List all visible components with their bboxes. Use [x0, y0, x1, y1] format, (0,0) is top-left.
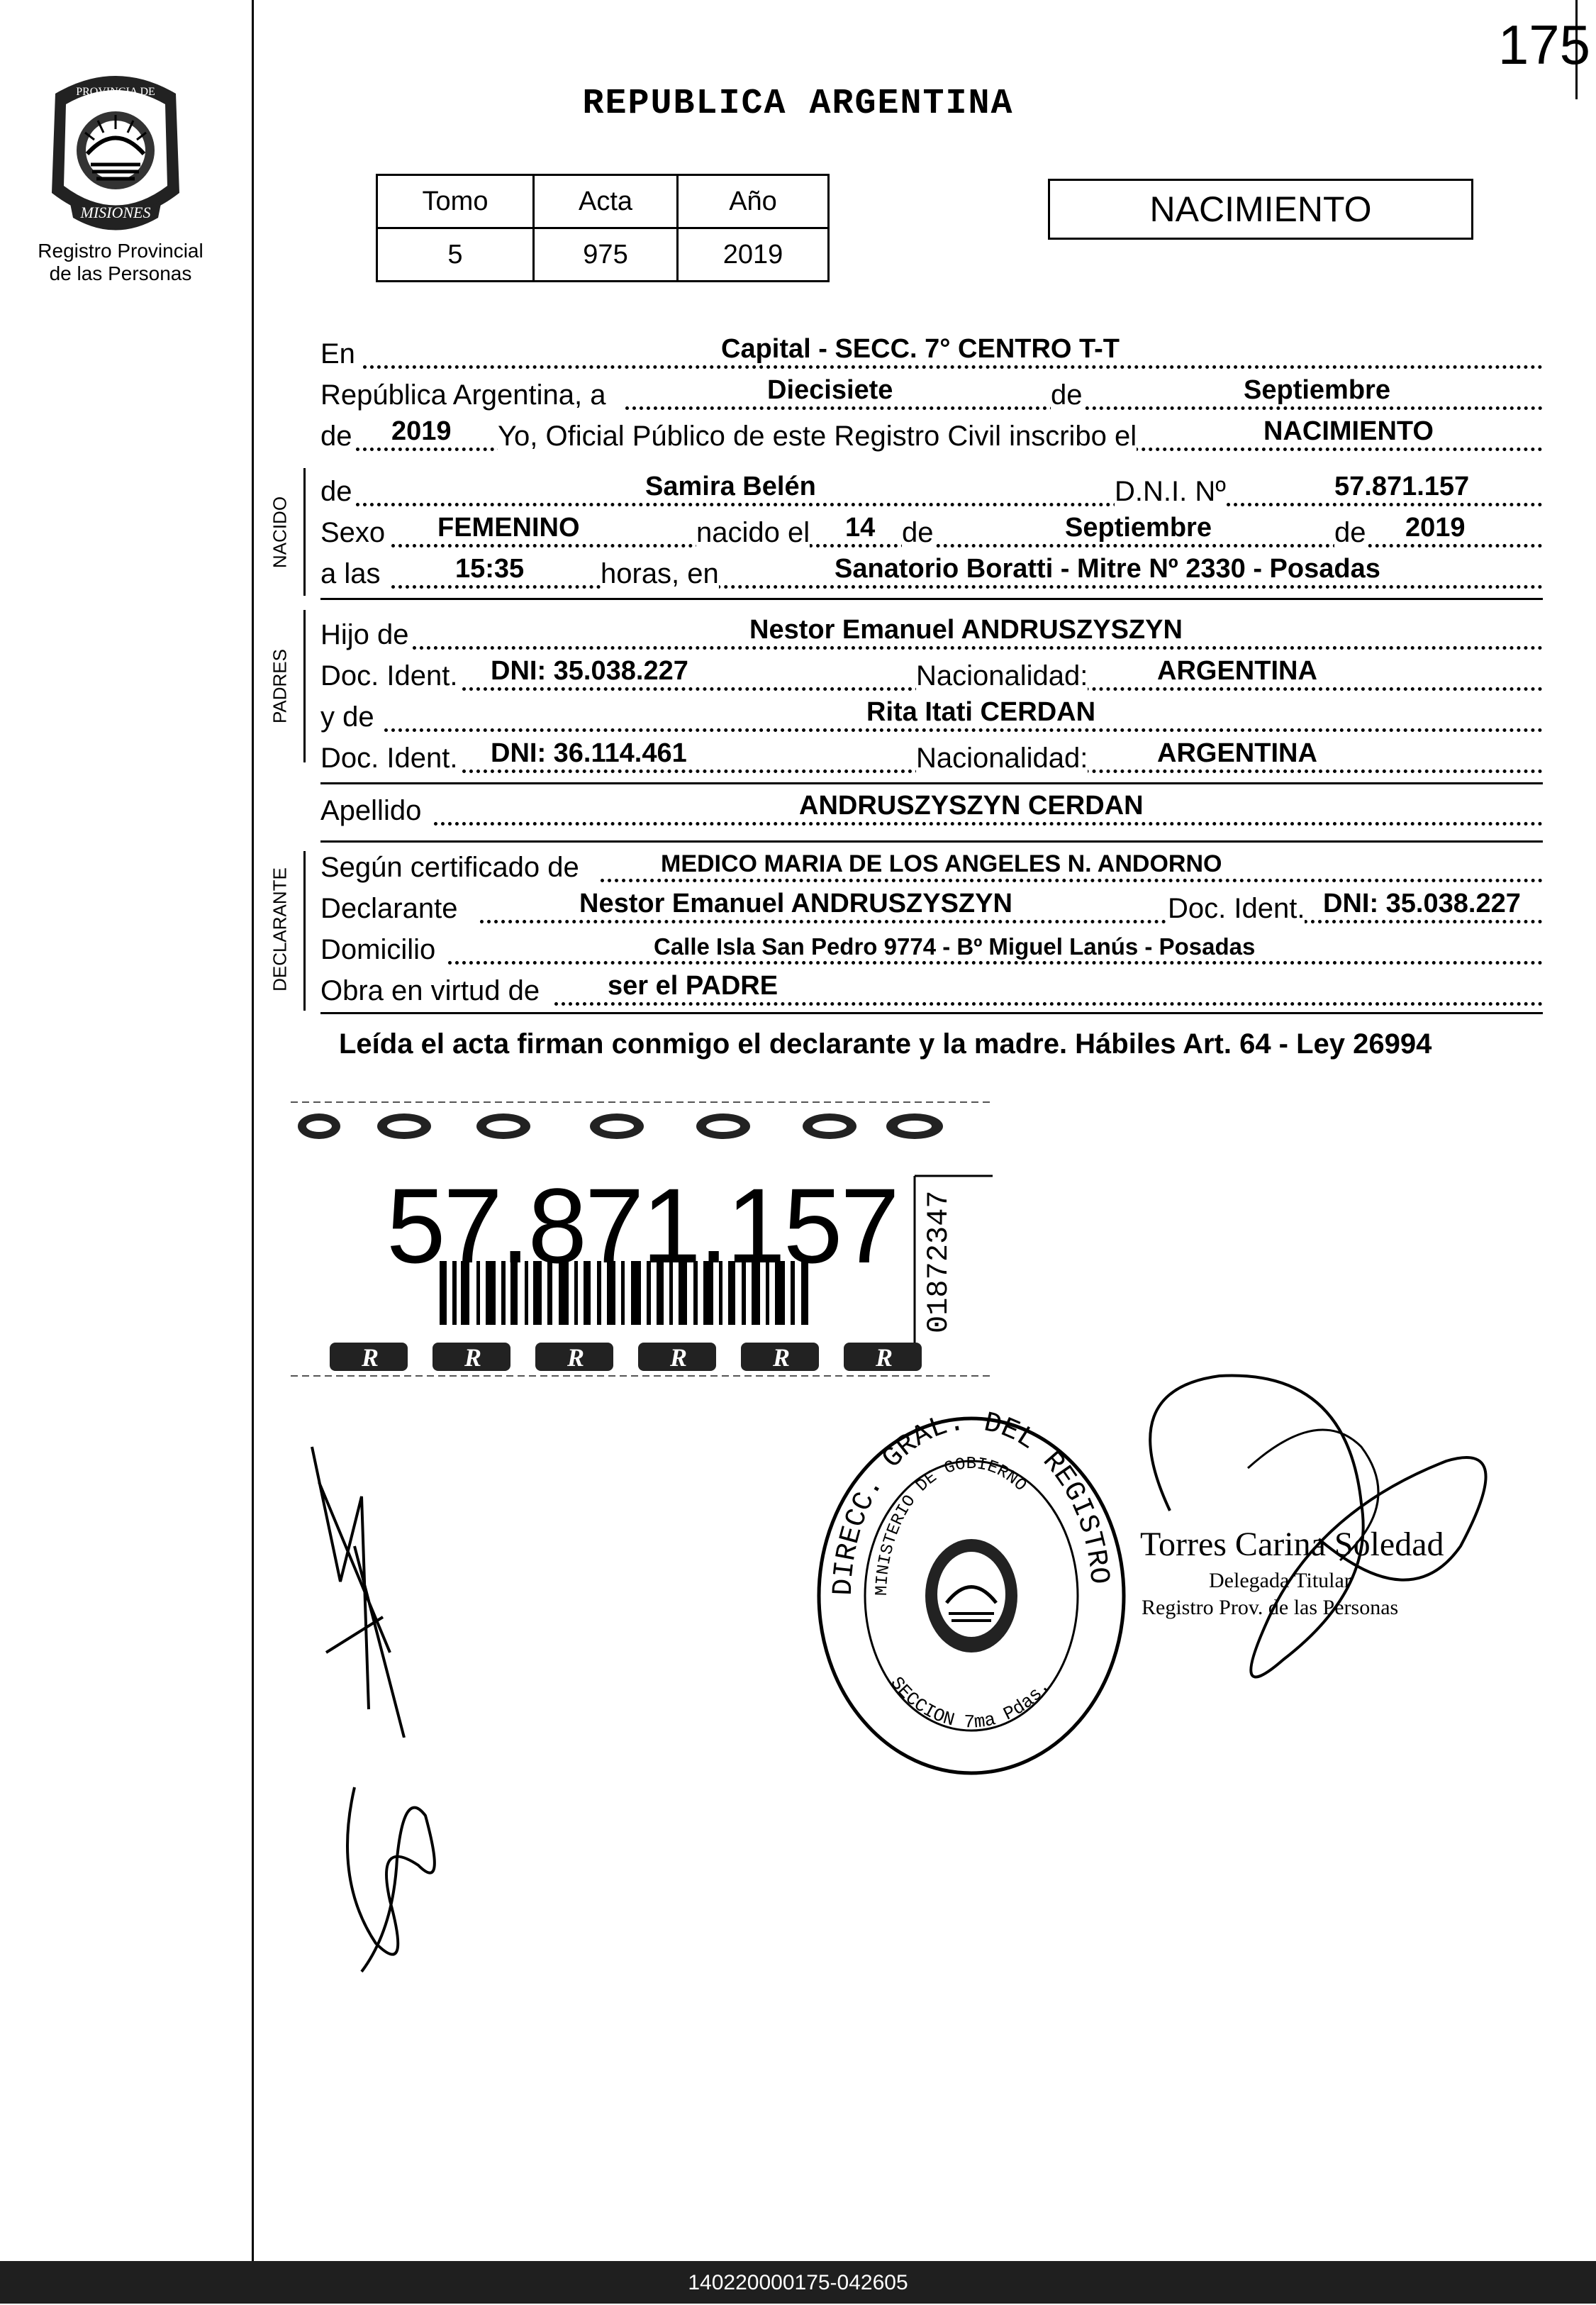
domicilio-label: Domicilio — [320, 934, 436, 965]
doc-ident-label: Doc. Ident. — [320, 660, 458, 692]
dotted-rule — [384, 728, 1543, 732]
record-table-header-cell: Año — [678, 175, 829, 228]
divider-rule — [320, 1012, 1543, 1014]
certificado-value: MEDICO MARIA DE LOS ANGELES N. ANDORNO — [661, 850, 1222, 877]
sexo-value: FEMENINO — [437, 513, 580, 543]
declarante-name-value: Nestor Emanuel ANDRUSZYSZYN — [579, 889, 1012, 918]
republica-label: República Argentina, a — [320, 379, 606, 411]
official-seal — [808, 1411, 1134, 1780]
mother-doc-value: DNI: 36.114.461 — [491, 738, 687, 768]
record-table-value-row — [377, 228, 829, 282]
certificado-label: Según certificado de — [320, 852, 579, 883]
svg-text:PROVINCIA DE: PROVINCIA DE — [76, 86, 155, 98]
sexo-label: Sexo — [320, 517, 386, 548]
en-label: En — [320, 338, 355, 370]
father-name-value: Nestor Emanuel ANDRUSZYSZYN — [749, 615, 1183, 645]
en-line — [320, 335, 1543, 374]
official-title-line1: Delegada Titular — [1209, 1569, 1351, 1592]
domicilio-line — [320, 931, 1543, 970]
official-name: Torres Carina Soledad — [1140, 1526, 1444, 1563]
seal-inner-text: MINISTERIO DE GOBIERNO — [872, 1454, 1030, 1596]
sexo-line — [320, 513, 1543, 553]
nacido-section-label: NACIDO — [269, 496, 291, 569]
year-value: 2019 — [391, 416, 452, 446]
divider-rule — [320, 840, 1543, 843]
svg-text:R: R — [362, 1343, 379, 1372]
a-las-label: a las — [320, 558, 381, 589]
dotted-rule — [391, 544, 1543, 548]
year-prefix-label: de — [320, 421, 352, 452]
declarante-label: Declarante — [320, 893, 458, 924]
record-table-header-row — [377, 175, 829, 228]
birth-time-value: 15:35 — [455, 554, 525, 584]
declarante-line — [320, 889, 1543, 929]
page-number: 175 — [1497, 13, 1590, 76]
seal-bottom-text: SECCION 7ma Pdas. — [886, 1672, 1054, 1733]
father-doc-line — [320, 657, 1543, 696]
declarante-doc-value: DNI: 35.038.227 — [1323, 889, 1521, 918]
certificado-line — [320, 848, 1543, 888]
doc-ident-label: Doc. Ident. — [320, 743, 458, 774]
stamp-serial: 01872347 — [922, 1190, 956, 1333]
birth-place-value: Sanatorio Boratti - Mitre Nº 2330 - Posadas — [835, 554, 1380, 584]
de-label: de — [320, 476, 352, 507]
dotted-rule — [601, 879, 1543, 882]
birth-day-value: 14 — [845, 513, 876, 543]
divider-rule — [320, 782, 1543, 784]
birth-month-value: Septiembre — [1065, 513, 1212, 543]
svg-text:R: R — [876, 1343, 893, 1372]
republica-line — [320, 376, 1543, 416]
year-line — [320, 417, 1543, 457]
record-table-value-cell: 2019 — [678, 228, 829, 282]
record-table-value-cell: 5 — [377, 228, 534, 282]
obra-value: ser el PADRE — [608, 971, 779, 1001]
section-bracket — [303, 610, 306, 762]
svg-text:SECCION 7ma Pdas. — [886, 1673, 1054, 1733]
official-text: Yo, Oficial Público de este Registro Civil inscribo el — [498, 421, 1137, 452]
dotted-rule — [406, 646, 1543, 650]
section-bracket — [303, 468, 306, 596]
name-line — [320, 472, 1543, 512]
mother-name-value: Rita Itati CERDAN — [866, 697, 1096, 727]
y-de-label: y de — [320, 701, 374, 733]
nacionalidad-label: Nacionalidad: — [916, 743, 1088, 774]
en-value: Capital - SECC. 7° CENTRO T-T — [721, 334, 1120, 364]
child-dni-value: 57.871.157 — [1334, 472, 1470, 501]
inscribe-value: NACIMIENTO — [1263, 416, 1434, 446]
registry-label-line2: de las Personas — [49, 262, 192, 284]
father-nationality-value: ARGENTINA — [1157, 656, 1317, 686]
svg-text:R: R — [464, 1343, 482, 1372]
dotted-rule — [363, 365, 1543, 369]
registry-label-line1: Registro Provincial — [38, 240, 203, 262]
dni-label: D.N.I. Nº — [1115, 476, 1226, 507]
dotted-rule — [448, 961, 1543, 965]
obra-label: Obra en virtud de — [320, 975, 540, 1006]
svg-text:R: R — [670, 1343, 688, 1372]
footer-code: 140220000175-042605 — [688, 2271, 908, 2294]
de-label: de — [1051, 379, 1083, 411]
seal-outer-text: DIRECC. GRAL. DEL REGISTRO — [827, 1411, 1115, 1596]
birth-year-value: 2019 — [1405, 513, 1466, 543]
mother-signature — [333, 1773, 454, 1986]
record-table — [376, 174, 830, 282]
declarante-section-label: DECLARANTE — [269, 867, 291, 992]
svg-text:R: R — [567, 1343, 585, 1372]
record-table-value-cell: 975 — [534, 228, 678, 282]
record-type-box: NACIMIENTO — [1048, 179, 1473, 240]
svg-text:MISIONES: MISIONES — [80, 204, 151, 221]
apellido-value: ANDRUSZYSZYN CERDAN — [799, 791, 1144, 821]
official-title-line2: Registro Prov. de las Personas — [1142, 1596, 1399, 1619]
doc-ident-label: Doc. Ident. — [1168, 893, 1305, 924]
day-value: Diecisiete — [767, 375, 893, 405]
domicilio-value: Calle Isla San Pedro 9774 - Bº Miguel Lanús - Posadas — [654, 933, 1256, 960]
de-label: de — [1334, 517, 1366, 548]
country-title: REPUBLICA ARGENTINA — [582, 84, 1014, 124]
divider-rule — [320, 598, 1543, 600]
father-doc-value: DNI: 35.038.227 — [491, 656, 688, 686]
record-table-header-cell: Acta — [534, 175, 678, 228]
de-label: de — [902, 517, 934, 548]
section-bracket — [303, 851, 306, 1011]
mother-line — [320, 698, 1543, 738]
closing-statement: Leída el acta firman conmigo el declarante y la madre. Hábiles Art. 64 - Ley 26994 — [339, 1028, 1432, 1060]
padres-section-label: PADRES — [269, 649, 291, 723]
nacionalidad-label: Nacionalidad: — [916, 660, 1088, 692]
hijo-de-label: Hijo de — [320, 619, 409, 650]
nacido-el-label: nacido el — [696, 517, 810, 548]
mother-nationality-value: ARGENTINA — [1157, 738, 1317, 768]
horas-label: horas, en — [601, 558, 719, 589]
record-table-header-cell: Tomo — [377, 175, 534, 228]
declarant-signature — [298, 1440, 440, 1738]
margin-rule — [252, 0, 254, 2261]
apellido-label: Apellido — [320, 795, 422, 826]
month-value: Septiembre — [1244, 375, 1390, 405]
dotted-rule — [625, 406, 1543, 410]
dotted-rule — [480, 920, 1543, 923]
footer-code-bar — [0, 2261, 1596, 2304]
dni-stamp-number: 57.871.157 — [386, 1166, 898, 1285]
registry-label — [21, 240, 220, 285]
father-line — [320, 616, 1543, 655]
child-name-value: Samira Belén — [645, 472, 816, 501]
dotted-rule — [356, 503, 1543, 506]
svg-text:R: R — [773, 1343, 791, 1372]
